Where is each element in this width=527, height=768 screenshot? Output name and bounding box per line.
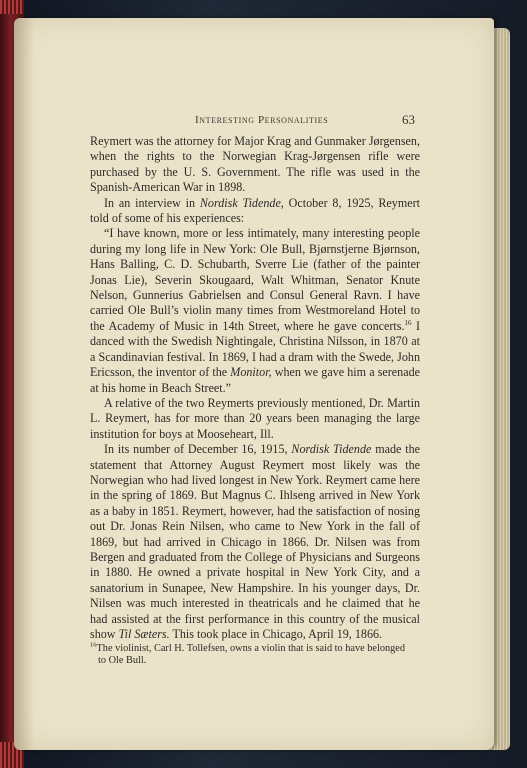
body-text [90, 134, 420, 642]
footnote-text-line1: The violinist, Carl H. Tollefsen, owns a violin that is said to have belonged [96, 643, 406, 654]
page-number: 63 [402, 112, 415, 127]
paragraph-quote: “I have known, more or less intimately, many interesting people during my long life in New York: Ole Bull, Bjørnstjerne Bjørnson, Hans Balling, C. D. Schubarth, Sverre Lie (father of the painter Jonas Lie), Severin Skougaard, Walt Whitman, Senator Knute Nelson, Gunnerius Gabrielsen and Consul General Ravn. I have carried Ole Bull’s violin many times from Westmoreland Hotel to the Academy of Music in 14th Street, where he gave concerts.$^{16}$ I danced with the Swedish Nightingale, Christina Nilsson, in 1870 at a Scandinavian festival. In 1869, I had a dram with the Swede, John Ericsson, the inventor of the Monitor, when we gave him a serenade at his home in Beach Street.” [90, 226, 420, 395]
footnote [90, 643, 420, 667]
paragraph-rifle: Reymert was the attorney for Major Krag and Gunmaker Jørgensen, when the rights to the Norwegian Krag-Jørgensen rifle were purchased by the U. S. Government. The rifle was used in the Spanish-American War in 1898. [90, 134, 420, 195]
page-gutter-shadow [14, 18, 34, 750]
paragraph-relative: A relative of the two Reymerts previously mentioned, Dr. Martin L. Reymert, has for more than 20 years been managing the large institution for boys at Mooseheart, Ill. [90, 395, 420, 441]
show-title: Til Sæters. [118, 627, 170, 641]
newspaper-title: Nordisk Tidende, [199, 195, 284, 210]
paragraph-interview-intro: In an interview in Nordisk Tidende, October 8, 1925, Reymert told of some of his experiences: [90, 195, 420, 226]
footnote-reference[interactable]: 16 [404, 318, 412, 327]
footnote-text-line2: to Ole Bull. [98, 655, 147, 667]
running-head-title: Interesting Personalities [195, 114, 329, 126]
paragraph-longest-resident: In its number of December 16, 1915, Nordisk Tidende made the statement that Attorney August Reymert most likely was the Norwegian who had lived longest in New York. Reymert came here in the spring of 1869. But Magnus C. Ihlseng arrived in New York as a baby in 1851. Reymert, however, had the satisfaction of nosing out Dr. Jonas Rein Nilsen, who came to New York in the fall of 1869, but had arrived in Chicago in 1866. Dr. Nilsen was from Bergen and graduated from the College of Physicians and Surgeons in 1880. He owned a private hospital in New York City, and a sanatorium in Sunapee, New Hampshire. In his younger days, Dr. Nilsen was much interested in theatricals and he claimed that he had assisted at the first performance in this country of the musical show Til Sæters. This took place in Chicago, April 19, 1866. [90, 442, 420, 641]
ship-name: Monitor, [230, 365, 272, 380]
footnote-number: 16 [90, 641, 97, 649]
newspaper-title: Nordisk Tidende [291, 442, 372, 457]
